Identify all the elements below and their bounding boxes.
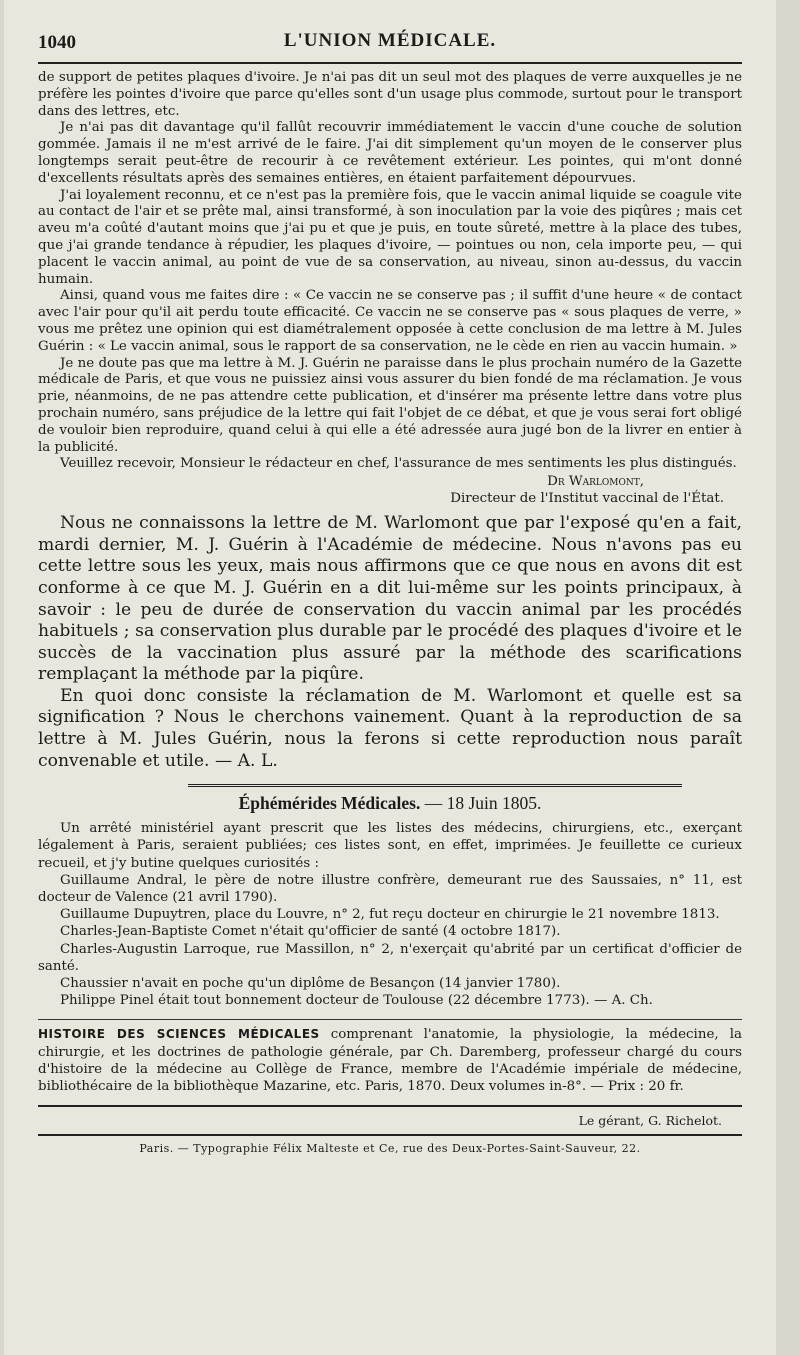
ephemerides-heading (38, 793, 742, 814)
page-header (38, 26, 742, 56)
ephemerides-paragraph: Un arrêté ministériel ayant prescrit que les listes des médecins, chirurgiens, etc., exerçant légalement à Paris, seraient publiées; ces listes sont, en effet, imprimées. Je feuillette ce curieux recueil, et j'y butine quelques curiosités : (38, 821, 742, 871)
ephemerides-paragraph: Guillaume Andral, le père de notre illustre confrère, demeurant rue des Saussaies, n° 11, est docteur de Valence (21 avril 1790). (38, 872, 742, 906)
gerant-line: Le gérant, G. Richelot. (578, 1113, 722, 1129)
ephemerides-paragraph: Chaussier n'avait en poche qu'un diplôme de Besançon (14 janvier 1780). (60, 976, 561, 992)
editorial-note (38, 513, 742, 772)
ephemerides-paragraph: Charles-Augustin Larroque, rue Massillon, n° 2, n'exerçait qu'abrité par un certificat d'officier de santé. (38, 941, 742, 974)
letter-signature (38, 473, 724, 507)
ephemerides-title: Éphémérides Médicales. (238, 793, 421, 814)
advertisement (38, 1026, 742, 1095)
letter-body (38, 70, 742, 473)
section-divider (188, 784, 682, 787)
letter-paragraph: J'ai loyalement reconnu, et ce n'est pas la première fois, que le vaccin animal liquide se coagule vite au contact de l'air et se prête mal, ainsi transformé, à son inoculation par la voie des piqûres ; mais cet aveu m'a coûté d'autant moins que j'ai pu et que je puis, en toute sûreté, mettre à la place des tubes, que j'ai grande tendance à répudier, les plaques d'ivoire, — pointues ou non, cela importe peu, — qui placent le vaccin animal, au point de vue de sa conservation, au niveau, sinon au-dessus, du vaccin humain. (38, 187, 742, 287)
ephemerides-date: — 18 Juin 1805. (424, 793, 542, 814)
printer-rule (38, 1134, 742, 1136)
journal-title: L'UNION MÉDICALE. (283, 30, 497, 51)
letter-paragraph: Veuillez recevoir, Monsieur le rédacteur en chef, l'assurance de mes sentiments les plus distingués. (60, 456, 737, 472)
header-rule (38, 62, 742, 64)
signature-name: Dr Warlomont, (547, 474, 644, 490)
footer-rule (38, 1105, 742, 1107)
letter-paragraph: Je n'ai pas dit davantage qu'il fallût recouvrir immédiatement le vaccin d'une couche de solution gommée. Jamais il ne m'est arrivé de le faire. J'ai dit simplement qu'un moyen de le conserver plus longtemps serait peut-être de recourir à ce revêtement extérieur. Les pointes, qui m'ont donné d'excellents résultats après des semaines entières, en étaient parfaitement dépourvues. (38, 120, 742, 186)
advertisement-rule (38, 1019, 742, 1020)
editorial-paragraph: En quoi donc consiste la réclamation de M. Warlomont et quelle est sa signification ? Nous le cherchons vainement. Quant à la reproduction de sa lettre à M. Jules Guérin, nous la ferons si cette reproduction nous paraît convenable et utile. — A. L. (38, 685, 742, 771)
printer-imprint: Paris. — Typographie Félix Malteste et Ce, rue des Deux-Portes-Saint-Sauveur, 22. (139, 1142, 641, 1156)
ephemerides-paragraph: Charles-Jean-Baptiste Comet n'était qu'officier de santé (4 octobre 1817). (60, 924, 561, 940)
advertisement-text: comprenant l'anatomie, la physiologie, la médecine, la chirurgie, et les doctrines de pathologie générale, par Ch. Daremberg, professeur chargé du cours d'histoire de la médecine au Collège de France, membre de l'Académie impériale de médecine, bibliothécaire de la bibliothèque Mazarine, etc. Paris, 1870. Deux volumes in-8°. — Prix : 20 fr. (38, 1027, 742, 1095)
letter-paragraph: Je ne doute pas que ma lettre à M. J. Guérin ne paraisse dans le plus prochain numéro de la Gazette médicale de Paris, et que vous ne puissiez ainsi vous assurer du bien fondé de ma réclamation. Je vous prie, néanmoins, de ne pas attendre cette publication, et d'insérer ma présente lettre dans votre plus prochain numéro, sans préjudice de la lettre qui fait l'objet de ce débat, et que je vous serai fort obligé de vouloir bien reproduire, quand celui à qui elle a été adressée aura jugé bon de la livrer en entier à la publicité. (38, 355, 742, 455)
page-number: 1040 (38, 32, 76, 53)
ephemerides-body (38, 820, 742, 1009)
ephemerides-paragraph: Guillaume Dupuytren, place du Louvre, n° 2, fut reçu docteur en chirurgie le 21 novembre 1813. (60, 907, 720, 923)
letter-paragraph: de support de petites plaques d'ivoire. Je n'ai pas dit un seul mot des plaques de verre auxquelles je ne préfère les pointes d'ivoire que parce qu'elles sont d'un usage plus commode, surtout pour le transport dans des lettres, etc. (38, 70, 742, 119)
editorial-paragraph: Nous ne connaissons la lettre de M. Warlomont que par l'exposé qu'en a fait, mardi dernier, M. J. Guérin à l'Académie de médecine. Nous n'avons pas eu cette lettre sous les yeux, mais nous affirmons que ce que nous en avons dit est conforme à ce que M. J. Guérin en a dit lui-même sur les points principaux, à savoir : le peu de durée de conservation du vaccin animal par les procédés habituels ; sa conservation plus durable par le procédé des plaques d'ivoire et le succès de la vaccination plus assuré par la méthode des scarifications remplaçant la méthode par la piqûre. (38, 513, 742, 685)
newspaper-page (4, 0, 776, 1355)
signature-title: Directeur de l'Institut vaccinal de l'État. (450, 491, 724, 507)
advertisement-title: HISTOIRE DES SCIENCES MÉDICALES (38, 1027, 320, 1042)
ephemerides-paragraph: Philippe Pinel était tout bonnement docteur de Toulouse (22 décembre 1773). — A. Ch. (60, 993, 653, 1009)
letter-paragraph: Ainsi, quand vous me faites dire : « Ce vaccin ne se conserve pas ; il suffit d'une heure « de contact avec l'air pour qu'il ait perdu toute efficacité. Ce vaccin ne se conserve pas « sous plaques de verre, » vous me prêtez une opinion qui est diamétralement opposée à cette conclusion de ma lettre à M. Jules Guérin : « Le vaccin animal, sous le rapport de sa conservation, ne le cède en rien au vaccin humain. » (38, 288, 742, 354)
